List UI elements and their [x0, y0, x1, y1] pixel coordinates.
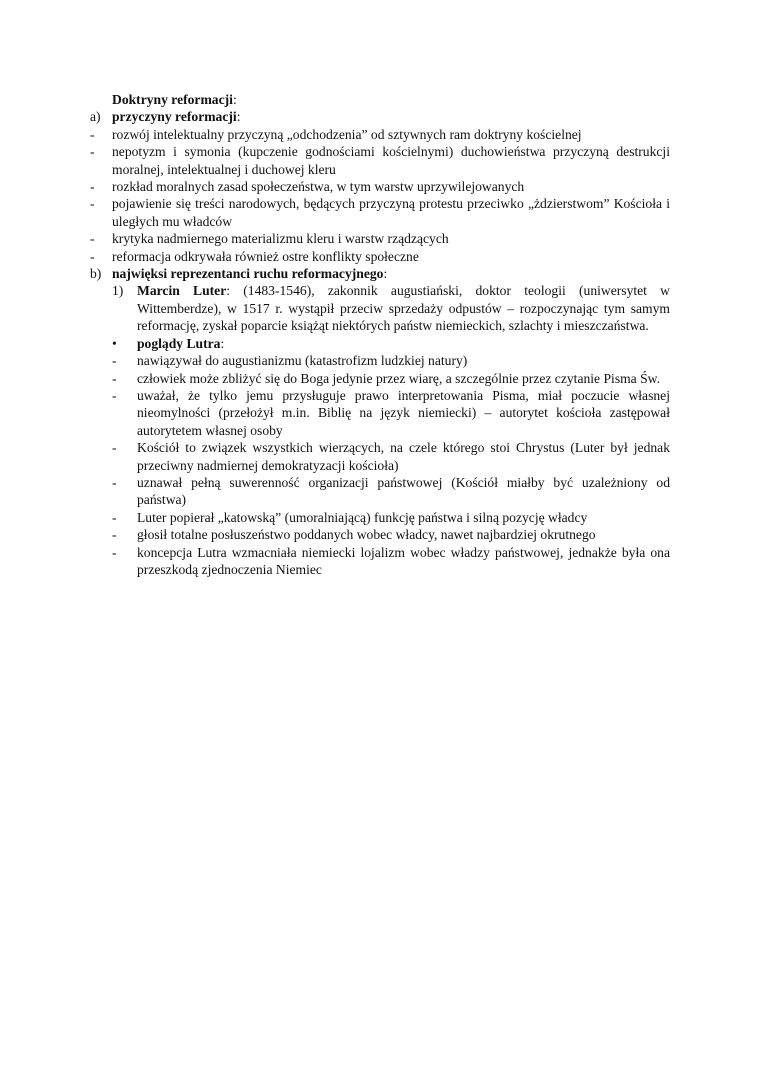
dash-marker: - — [112, 509, 117, 525]
section-a-heading: a) przyczyny reformacji: — [90, 109, 241, 125]
dash-marker: - — [90, 126, 95, 142]
views-heading: • poglądy Lutra: — [112, 335, 225, 351]
document-title: Doktryny reformacji: — [112, 92, 237, 107]
dash-marker: - — [112, 387, 117, 403]
section-heading: najwięksi reprezentanci ruchu reformacyjnego — [112, 266, 384, 282]
list-item: - rozkład moralnych zasad społeczeństwa, w tym warstw uprzywilejowanych — [90, 179, 525, 195]
list-item: - uważał, że tylko jemu przysługuje prawo interpretowania Pisma, miał poczucie własnej nieomylności (przełożył m.in. Biblię na język niemiecki) – autorytet kościoła zastępował autorytetem własnej osoby — [112, 387, 670, 438]
dash-marker: - — [112, 527, 117, 543]
list-item: - reformacja odkrywała również ostre konflikty społeczne — [90, 248, 419, 264]
person-name: Marcin Luter — [137, 283, 227, 299]
dash-marker: - — [112, 370, 117, 386]
list-marker: b) — [90, 266, 102, 282]
list-item: - rozwój intelektualny przyczyną „odchodzenia” od sztywnych ram doktryny kościelnej — [90, 126, 582, 142]
dash-marker: - — [90, 196, 95, 212]
list-item: - krytyka nadmiernego materializmu kleru i warstw rządzących — [90, 231, 449, 247]
bullet-marker: • — [112, 335, 117, 351]
list-item: - koncepcja Lutra wzmacniała niemiecki lojalizm wobec władzy państwowej, jednakże była ona przeszkodą zjednoczenia Niemiec — [112, 544, 670, 577]
list-item: - uznawał pełną suwerenność organizacji państwowej (Kościół miałby być uzależniony od państwa) — [112, 474, 670, 508]
dash-marker: - — [90, 144, 95, 160]
list-item: - pojawienie się treści narodowych, będących przyczyną protestu przeciwko „żdzierstwom” Kościoła i uległych mu władców — [90, 196, 670, 229]
luter-entry: 1) Marcin Luter: (1483-1546), zakonnik augustiański, doktor teologii (uniwersytet w Wittemberdze), w 1517 r. wystąpił przeciw sprzedaży odpustów – rozpoczynając tym samym reformację, zyskał poparcie książąt niektórych państw niemieckich, szlachty i mieszczaństwa. — [112, 283, 671, 334]
section-heading: przyczyny reformacji — [112, 109, 237, 125]
dash-marker: - — [90, 179, 95, 195]
list-item: - Kościół to związek wszystkich wierzących, na czele którego stoi Chrystus (Luter był jednak przeciwny nadmiernej demokratyzacji kościoła) — [112, 440, 670, 473]
dash-marker: - — [112, 474, 117, 490]
list-item: - nawiązywał do augustianizmu (katastrofizm ludzkiej natury) — [112, 353, 468, 369]
list-item: - człowiek może zbliżyć się do Boga jedynie przez wiarę, a szczególnie przez czytanie Pisma Św. — [112, 370, 661, 386]
dash-marker: - — [90, 231, 95, 247]
section-b-heading: b) najwięksi reprezentanci ruchu reformacyjnego: — [90, 266, 388, 282]
dash-marker: - — [90, 248, 95, 264]
document-content — [90, 91, 670, 578]
person-bio: (1483-1546), zakonnik augustiański, doktor teologii (uniwersytet w Wittemberdze), w 1517 r. wystąpił przeciw sprzedaży odpustów – rozpoczynając tym samym reformację, zyskał poparcie książąt niektórych państw niemieckich, szlachty i mieszczaństwa. — [137, 283, 671, 334]
numbered-marker: 1) — [112, 283, 124, 299]
dash-marker: - — [112, 440, 117, 456]
section-b-body — [90, 282, 670, 578]
list-item: - Luter popierał „katowską” (umoralniającą) funkcję państwa i silną pozycję władcy — [112, 509, 588, 525]
dash-marker: - — [112, 544, 117, 560]
dash-marker: - — [112, 353, 117, 369]
list-item: - nepotyzm i symonia (kupczenie godnościami kościelnymi) duchowieństwa przyczyną destrukcji moralnej, intelektualnej i duchowej kleru — [90, 144, 670, 177]
list-marker: a) — [90, 109, 101, 125]
list-item: - głosił totalne posłuszeństwo poddanych wobec władcy, nawet najbardziej okrutnego — [112, 527, 596, 543]
